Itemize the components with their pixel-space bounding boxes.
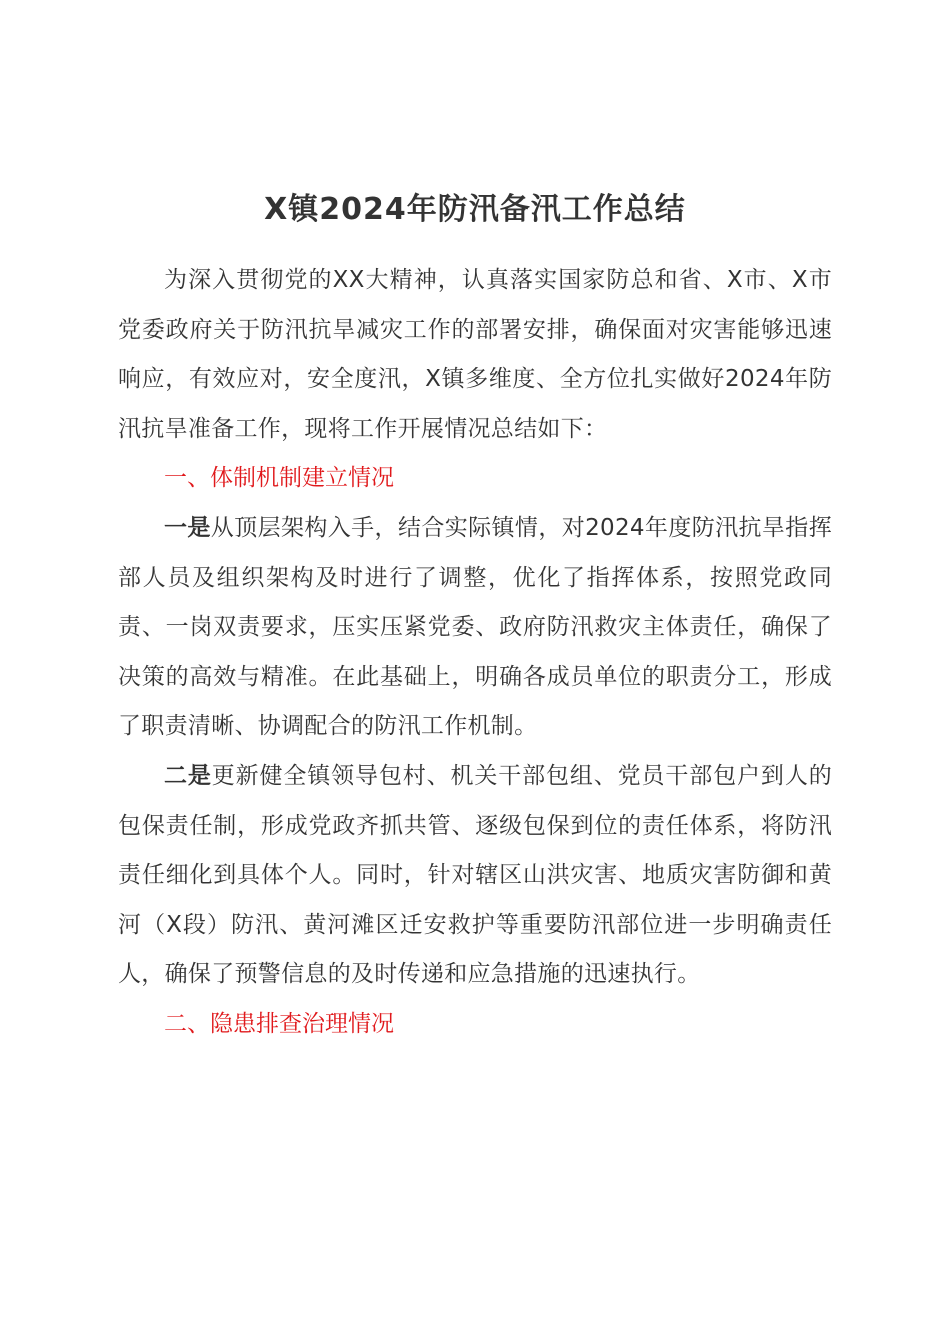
paragraph-lead: 一是 <box>164 514 211 541</box>
section-heading-2: 二、隐患排查治理情况 <box>164 1010 394 1037</box>
document-body <box>118 188 832 1050</box>
paragraph-text: 从顶层架构入手，结合实际镇情，对2024年度防汛抗旱指挥部人员及组织架构及时进行了调整，优化了指挥体系，按照党政同责、一岗双责要求，压实压紧党委、政府防汛救灾主体责任，确保了决策的高效与精准。在此基础上，明确各成员单位的职责分工，形成了职责清晰、协调配合的防汛工作机制。 <box>118 514 832 740</box>
paragraph-text: 更新健全镇领导包村、机关干部包组、党员干部包户到人的包保责任制，形成党政齐抓共管、逐级包保到位的责任体系，将防汛责任细化到具体个人。同时，针对辖区山洪灾害、地质灾害防御和黄河（X段）防汛、黄河滩区迁安救护等重要防汛部位进一步明确责任人，确保了预警信息的及时传递和应急措施的迅速执行。 <box>118 762 832 988</box>
document-title: X镇2024年防汛备汛工作总结 <box>264 192 686 227</box>
section-heading-1: 一、体制机制建立情况 <box>164 465 394 492</box>
section-1-paragraph-1 <box>118 504 832 752</box>
paragraph-lead: 二是 <box>164 762 212 789</box>
section-1-paragraph-2 <box>118 752 832 1000</box>
intro-paragraph: 为深入贯彻党的XX大精神，认真落实国家防总和省、X市、X市党委政府关于防汛抗旱减灾工作的部署安排，确保面对灾害能够迅速响应，有效应对，安全度汛，X镇多维度、全方位扎实做好2024年防汛抗旱准备工作，现将工作开展情况总结如下： <box>118 267 832 442</box>
